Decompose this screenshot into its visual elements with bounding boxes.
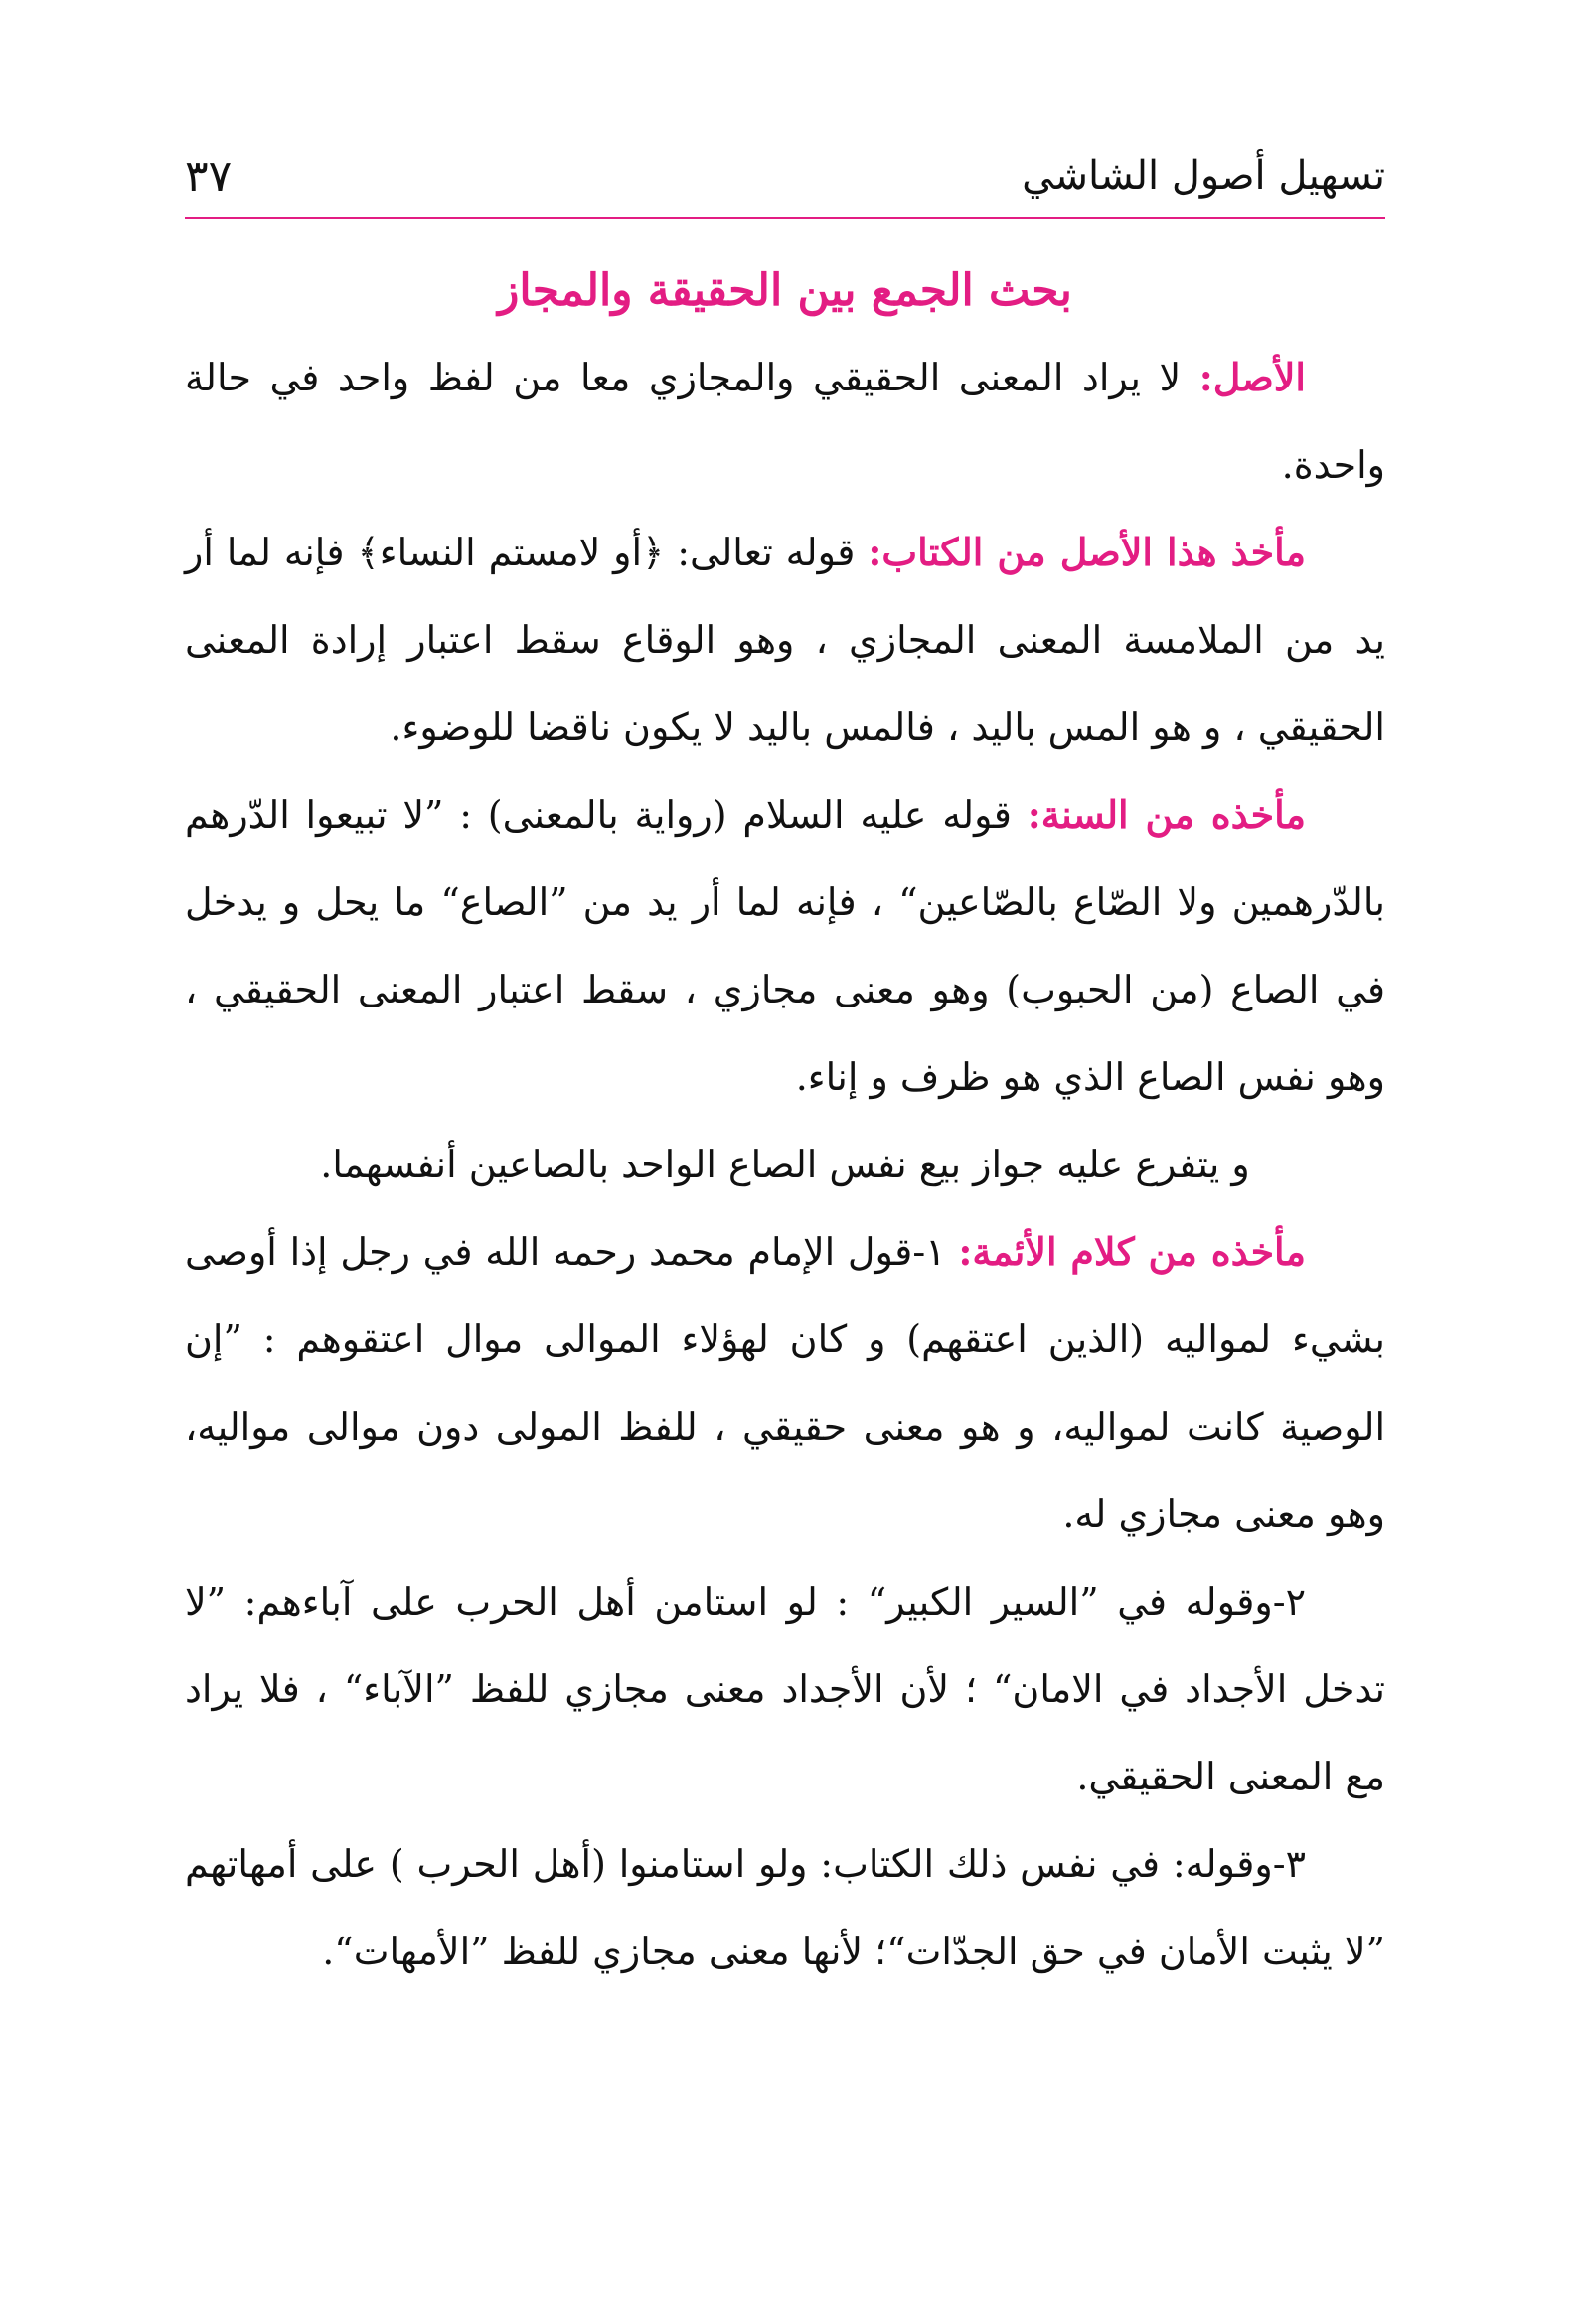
paragraph-text: ١-قول الإمام محمد رحمه الله في رجل إذا أوصى بشيء لمواليه (الذين اعتقهم) و كان لهؤلاء الموالى موال اعتقوهم : ”إن الوصية كانت لمواليه، و هو معنى حقيقي ، للفظ المولى دون موالى مواليه، وهو معنى مجازي له. — [185, 1230, 1385, 1536]
paragraph-text: ٢-وقوله في ”السير الكبير“ : لو استامن أهل الحرب على آباءهم: ”لا تدخل الأجداد في الامان“ ؛ لأن الأجداد معنى مجازي للفظ ”الآباء“ ، فلا يراد مع المعنى الحقيقي. — [185, 1580, 1385, 1798]
paragraph-text: و يتفرع عليه جواز بيع نفس الصاع الواحد بالصاعين أنفسهما. — [320, 1143, 1250, 1186]
paragraph-label: مأخذه من كلام الأئمة: — [958, 1229, 1306, 1274]
paragraph-principle — [185, 334, 1385, 509]
page-number: ٣٧ — [185, 151, 233, 202]
book-title: تسهيل أصول الشاشي — [1022, 153, 1385, 199]
paragraph-text: قوله عليه السلام (رواية بالمعنى) : ”لا تبيعوا الدّرهم بالدّرهمين ولا الصّاع بالصّاعين“ ، فإنه لما أر يد من ”الصاع“ ما يحل و يدخل في الصاع (من الحبوب) وهو معنى مجازي ، سقط اعتبار المعنى الحقيقي ، وهو نفس الصاع الذي هو ظرف و إناء. — [185, 793, 1385, 1099]
section-title: بحث الجمع بين الحقيقة والمجاز — [498, 265, 1072, 316]
paragraph-example-2 — [185, 1558, 1385, 1820]
paragraph-source-imams — [185, 1208, 1385, 1558]
paragraph-source-sunnah — [185, 771, 1385, 1121]
page-header — [185, 147, 1385, 217]
header-divider — [185, 217, 1385, 219]
page-body — [185, 248, 1385, 1995]
paragraph-example-3 — [185, 1820, 1385, 1995]
paragraph-label: مأخذ هذا الأصل من الكتاب: — [868, 530, 1307, 574]
paragraph-label: مأخذه من السنة: — [1027, 792, 1306, 837]
paragraph-text: ٣-وقوله: في نفس ذلك الكتاب: ولو استامنوا (أهل الحرب ) على أمهاتهم ”لا يثبت الأمان في حق الجدّات“؛ لأنها معنى مجازي للفظ ”الأمهات“. — [185, 1842, 1385, 1973]
paragraph-text: لا يراد المعنى الحقيقي والمجازي معا من لفظ واحد في حالة واحدة. — [185, 356, 1385, 487]
paragraph-source-book — [185, 509, 1385, 771]
paragraph-label: الأصل: — [1198, 355, 1306, 399]
paragraph-derived-ruling — [185, 1121, 1385, 1208]
paragraph-text: قوله تعالى: ﴿أو لامستم النساء﴾ فإنه لما أر يد من الملامسة المعنى المجازي ، وهو الوقاع سقط اعتبار إرادة المعنى الحقيقي ، و هو المس باليد ، فالمس باليد لا يكون ناقضا للوضوء. — [185, 531, 1385, 749]
